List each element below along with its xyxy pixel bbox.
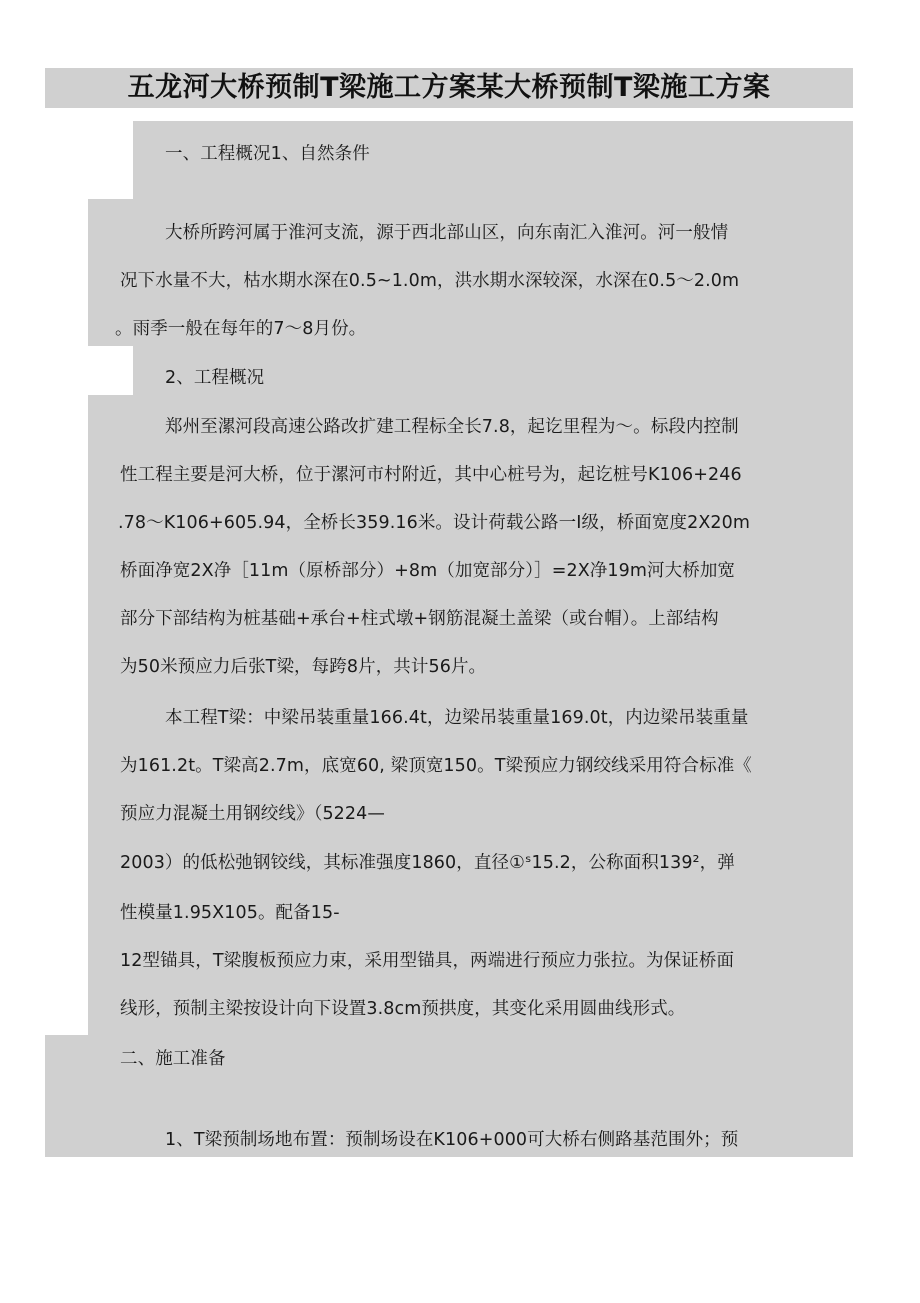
section-heading: 二、施工准备: [120, 1049, 226, 1069]
section-heading: 2、工程概况: [165, 368, 265, 388]
text-line: 12型锚具，T梁腹板预应力束，采用型锚具，两端进行预应力张拉。为保证桥面: [120, 951, 735, 971]
text-line: 预应力混凝土用钢绞线》（5224—: [120, 804, 385, 824]
text-line: 大桥所跨河属于淮河支流，源于西北部山区，向东南汇入淮河。河一般情: [165, 223, 729, 243]
text-line: .78～K106+605.94，全桥长359.16米。设计荷载公路一Ⅰ级，桥面宽度2X20m: [118, 513, 751, 533]
text-line: 郑州至漯河段高速公路改扩建工程标全长7.8，起讫里程为～。标段内控制: [165, 417, 739, 437]
text-line: 2003）的低松弛钢铰线，其标准强度1860，直径①ˢ15.2，公称面积139²，弹: [120, 853, 735, 873]
text-line: 桥面净宽2X净［11m（原桥部分）+8m（加宽部分）］=2X净19m河大桥加宽: [120, 561, 736, 581]
text-line: 为161.2t。T梁高2.7m，底宽60, 梁顶宽150。T梁预应力钢绞线采用符合标准《: [120, 756, 752, 776]
text-line: 部分下部结构为桩基础+承台+柱式墩+钢筋混凝土盖梁（或台帽）。上部结构: [120, 609, 719, 629]
text-line: 1、T梁预制场地布置：预制场设在K106+000可大桥右侧路基范围外；预: [165, 1130, 739, 1150]
page-title: 五龙河大桥预制T梁施工方案某大桥预制T梁施工方案: [45, 68, 853, 108]
text-line: 性模量1.95X105。配备15-: [120, 903, 340, 923]
text-line: 为50米预应力后张T梁，每跨8片，共计56片。: [120, 657, 487, 677]
text-line: 况下水量不大，枯水期水深在0.5~1.0m，洪水期水深较深，水深在0.5～2.0m: [120, 271, 740, 291]
text-line: 本工程T梁：中梁吊装重量166.4t，边梁吊装重量169.0t，内边梁吊装重量: [165, 708, 749, 728]
section-heading: 一、工程概况1、自然条件: [165, 144, 370, 164]
text-line: 。雨季一般在每年的7～8月份。: [115, 319, 367, 339]
text-line: 线形，预制主梁按设计向下设置3.8cm预拱度，其变化采用圆曲线形式。: [120, 999, 686, 1019]
text-line: 性工程主要是河大桥，位于漯河市村附近，其中心桩号为，起讫桩号K106+246: [120, 465, 742, 485]
